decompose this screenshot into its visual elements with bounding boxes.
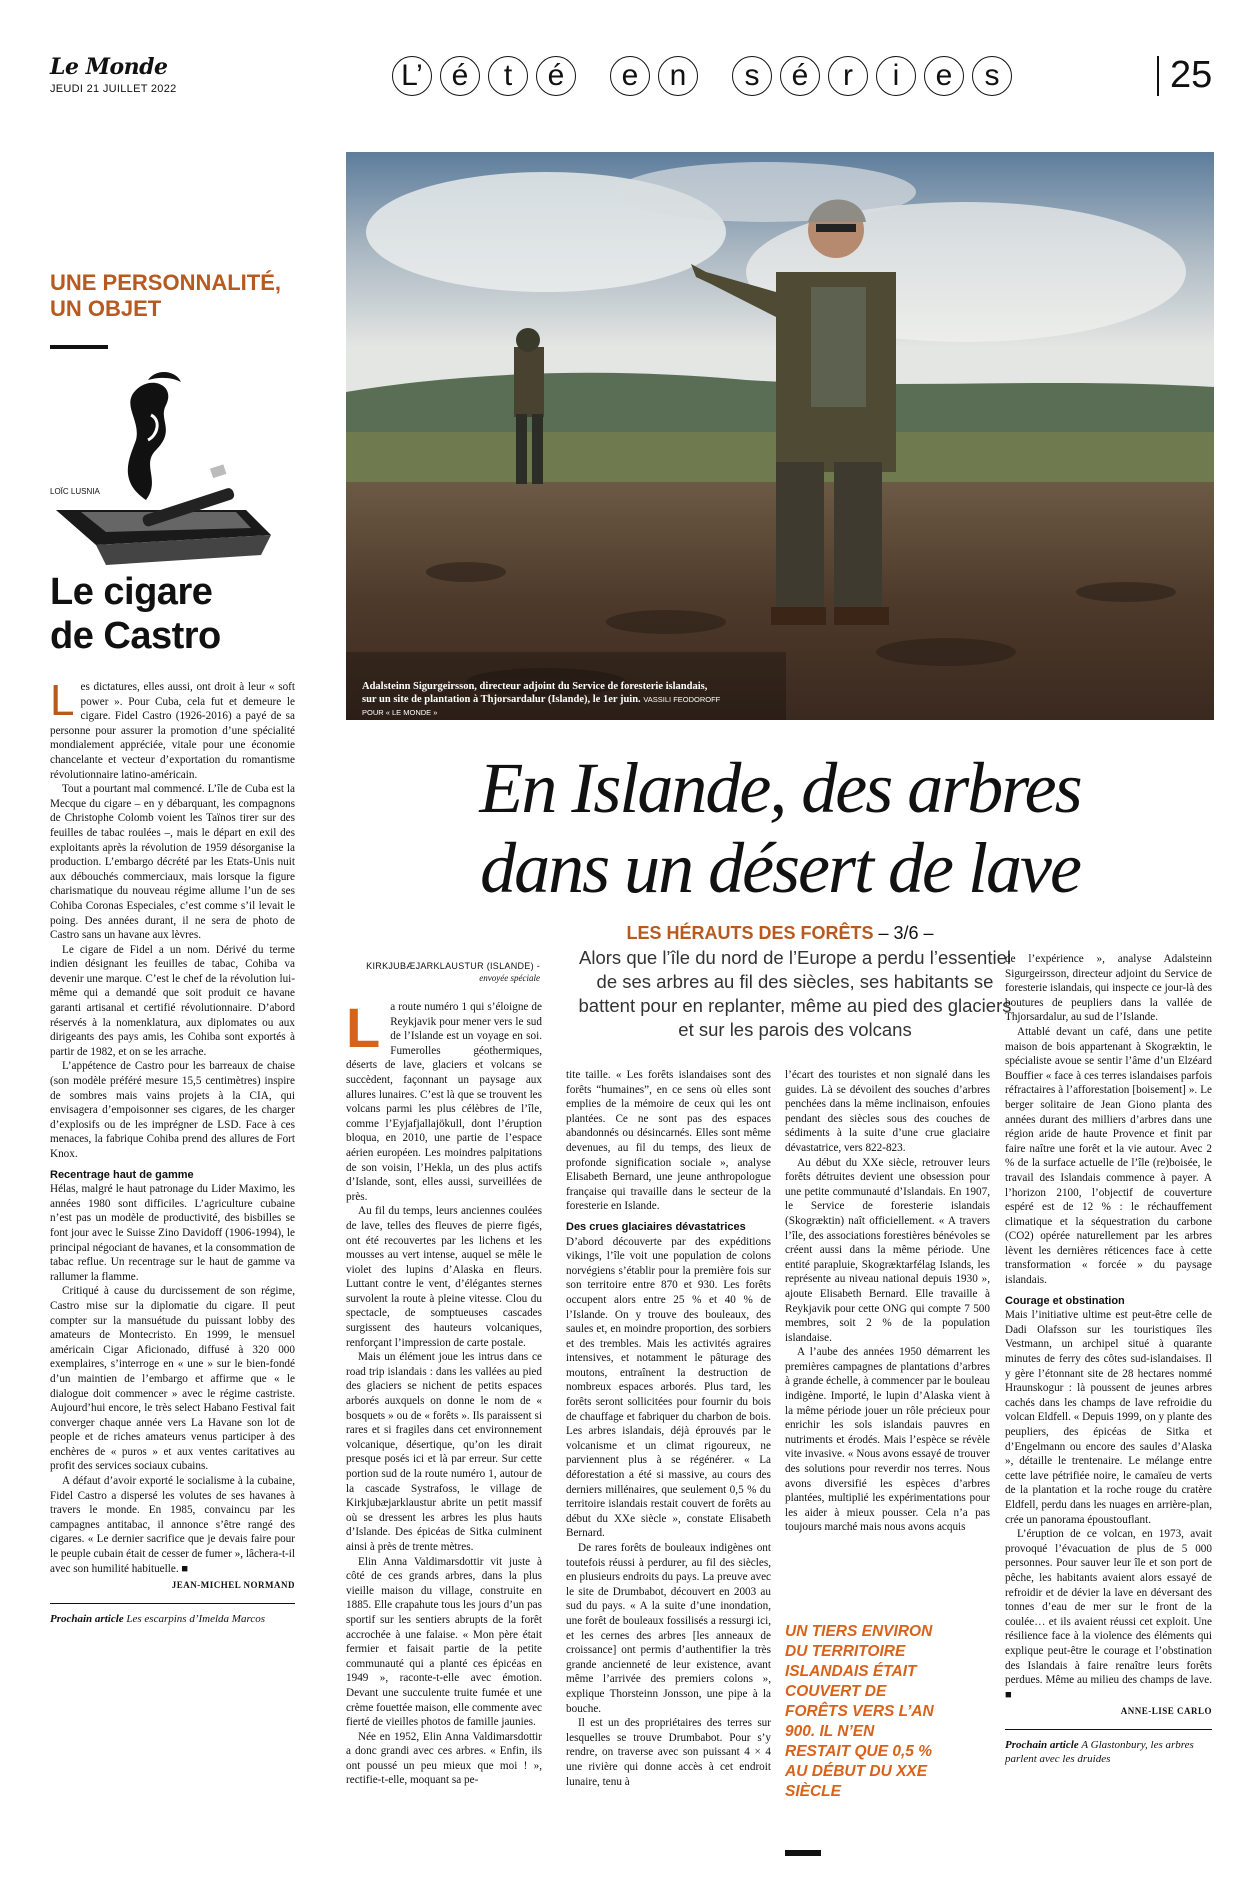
series-letter: r xyxy=(828,56,868,96)
pull-quote: UN TIERS ENVIRON DU TERRITOIRE ISLANDAIS ÉTAIT COUVERT DE FORÊTS VERS L’AN 900. IL N’EN RESTAIT QUE 0,5 % AU DÉBUT DU XXE SIÈCLE xyxy=(785,1623,934,1800)
dropcap: L xyxy=(346,996,381,1059)
headline-line: dans un désert de lave xyxy=(480,828,1080,908)
article-column-4 xyxy=(1005,952,1212,1767)
paragraph: D’abord découverte par des expéditions vikings, l’île voit une population de colons norvégiens s’établir pour la première fois sur son territoire entre 870 et 930. Les forêts occupent alors entre 25 % et 40 % de l’Islande. On y trouve des bouleaux, des saules et, en moindre proportion, des sorbiers et des trembles. Mais les activités agraires intensives, et notamment le pâturage des moutons, entraînent la destruction de nombreux espaces arborés. Plus tard, les forêts seront sollicitées pour fournir du bois de chauffage et fabriquer du charbon de bois. Les arbres islandais, déjà éprouvés par le volcanisme et un climat rigoureux, ne parviennent plus à se régénérer. « La déforestation a été si massive, au cours des derniers millénaires, que seulement 0,5 % du territoire islandais restait couvert de forêts au début du XXe siècle », constate Elisabeth Bernard. xyxy=(566,1235,771,1540)
byline-role: envoyée spéciale xyxy=(479,973,540,983)
cigar-ashtray-illustration xyxy=(36,360,281,570)
sidebar-title xyxy=(50,570,221,658)
paragraph: A l’aube des années 1950 démarrent les premières campagnes de plantations d’arbres à grande échelle, à commencer par le bouleau indigène. Importé, le lupin d’Alaska vient à la même période jouer un rôle précieux pour enrichir les sols islandais pauvres en nutriments et érodés. Mais l’espèce se révèle vite invasive. « Nous avons essayé de trouver des solutions pour reverdir nos terres. Nous avons diversifié les espèces d’arbres plantées, multiplié les expérimentations pour les aider à mieux pousser. Cela n’a pas toujours marché mais nous avons acquis xyxy=(785,1346,990,1534)
paragraph: Le cigare de Fidel a un nom. Dérivé du terme indien désignant les feuilles de tabac, Cohiba va devenir une marque. C’est le chef de la révolution lui-même qui a demandé que soit produit ce havane garanti artisanal et certifié révolutionnaire. D’abord réservés à la nomenklatura, aux diplomates ou aux dirigeants des pays amis, les Cohiba sont exportés à partir de 1982, et on se les arrache. xyxy=(50,943,295,1058)
paragraph: Elin Anna Valdimarsdottir vit juste à côté de ces grands arbres, dans la plus vieille maison du village, construite en 1885. Elle crapahute tous les jours d’un pas sportif sur les sentiers abrupts de la forêt accrochée à une falaise. « Mon père était fermier et faisait partie de la petite communauté qui a planté ces épicéas en 1949 », raconte-t-elle avec émotion. Devant une succulente truite fumée et une crème fouettée maison, elle commente avec fierté de vieilles photos de famille jaunies. xyxy=(346,1555,542,1729)
series-letter: é xyxy=(440,56,480,96)
author-signature: ANNE-LISE CARLO xyxy=(1120,1706,1212,1717)
pull-quote-rule xyxy=(785,1850,821,1856)
subhead: Recentrage haut de gamme xyxy=(50,1168,194,1181)
main-photo xyxy=(346,152,1214,720)
paragraph: Attablé devant un café, dans une petite maison de bois appartenant à Skogræktin, le spécialiste avoue se sentir l’âme d’un Elzéard Bouffier « face à ces terres islandaises parfois réfractaires à l’afforestation [boisement] ». Le berger solitaire de Jean Giono planta des années durant des milliers d’arbres dans une région aride de haute Provence et finit par faire naître une forêt et la vie autour. Avec 2 % de la surface actuelle de l’île (re)boisée, le travail des Islandais commence à payer. A l’horizon 2100, l’objectif de couverture espéré est de 12 % : le réchauffement climatique et la séquestration du carbone (CO2) opérée naturellement par les arbres lèvent les dernières réticences face à cette transformation « forcée » du paysage islandais. xyxy=(1005,1025,1212,1287)
headline-line: En Islande, des arbres xyxy=(479,748,1081,828)
sidebar-rule xyxy=(50,345,108,349)
series-letter: i xyxy=(876,56,916,96)
next-article-title: Les escarpins d’Imelda Marcos xyxy=(126,1612,265,1625)
article-column-3 xyxy=(785,1068,990,1535)
paragraph: l’écart des touristes et non signalé dans les guides. Là se dévoilent des souches d’arbres penchées dans la même inclinaison, enfouies pendant des siècles sous des couches de sédiments à la suite d’une crue glaciaire dévastatrice, vers 822-823. xyxy=(785,1069,990,1154)
paragraph: Mais l’initiative ultime est peut-être celle de Dadi Olafsson sur les touristiques îles Vestmann, un archipel situé à quarante minutes de ferry des côtes sud-islandaises. Il y gère l’étonnant site de 28 hectares nommé Hraunskogur : là poussent de jeunes arbres cachés dans les champs de lave refroidie du volcan Eldfell. « Depuis 1999, on y plante des peupliers, des épicéas de Sitka et d’Engelmann ou encore des saules d’Alaska », détaille le trentenaire. Le mélange entre cette lave pétrifiée noire, le camaïeu de verts de la plantation et la roche rouge du cratère Eldfell, perdu dans les nuages en arrière-plan, crée un panorama époustouflant. xyxy=(1005,1309,1212,1526)
paragraph: es dictatures, elles aussi, ont droit à leur « soft power ». Pour Cuba, cela fut et demeure le cigare. Fidel Castro (1926-2016) a payé de sa personne pour assurer la promotion d’une spécialité mondialement appréciée, vitale pour une économie chancelante et vecteur d’exportation du romantisme révolutionnaire latino-américain. xyxy=(50,681,295,781)
paragraph: a route numéro 1 qui s’éloigne de Reykjavik pour mener vers le sud de l’Islande est un voyage en soi. Fumerolles géothermiques, déserts de lave, glaciers et volcans se succèdent, façonnant un paysage aux allures lunaires. C’est là que se trouvent les volcans parmi les plus célèbres de l’île, comme l’Eyjafjallajökull, dont l’éruption bloqua, en 2010, une partie de l’espace aérien européen. Les moindres palpitations de son voisin, l’Hekla, un des plus actifs d’Islande, sont, elles aussi, surveillées de près. xyxy=(346,1001,542,1203)
standfirst: Alors que l’île du nord de l’Europe a perdu l’essentiel de ses arbres au fil des siècles, ses habitants se battent pour en replanter, même au pied des glaciers et sur les parois des volcans xyxy=(578,947,1012,1040)
paragraph: Au début du XXe siècle, retrouver leurs forêts détruites devient une obsession pour une petite communauté d’Islandais. En 1907, le Service de foresterie islandais (Skogræktin) naît officiellement. « A travers l’île, des associations forestières bénévoles se créent aussi dans la même période. Une entité parapluie, Skogræktarfélag Islands, les représente au niveau national depuis 1930 », ajoute Elisabeth Bernard. Elle travaille à Reykjavik pour cette ONG qui compte 7 500 membres, soit 2 % de la population islandaise. xyxy=(785,1156,990,1344)
paragraph: De rares forêts de bouleaux indigènes ont toutefois réussi à perdurer, au fil des siècles, en plusieurs endroits du pays. La preuve avec le site de Drumbabot, découvert en 2003 au sud du pays. « A la suite d’une inondation, une forêt de bouleaux fossilisés a ressurgi ici, et les cernes des arbres [les anneaux de croissance] ont permis d’authentifier la très grande ancienneté de leur existence, avant même l’arrivée des premiers colons », explique Thorsteinn Jonsson, une pipe à la bouche. xyxy=(566,1542,771,1715)
article-column-2 xyxy=(566,1068,771,1789)
series-letter: e xyxy=(610,56,650,96)
photo-credit: VASSILI FEODOROFF POUR « LE MONDE » xyxy=(362,695,721,717)
paragraph: Née en 1952, Elin Anna Valdimarsdottir a donc grandi avec ces arbres. « Enfin, ils ont poussé un peu mieux que moi ! », rectifie-t-elle, moquant sa pe- xyxy=(346,1730,542,1787)
series-letter: é xyxy=(780,56,820,96)
series-letter: L’ xyxy=(392,56,432,96)
sidebar-body xyxy=(50,676,295,1626)
series-kicker xyxy=(346,923,1214,944)
sidebar-title-line: Le cigare xyxy=(50,571,213,613)
series-title-circles xyxy=(392,56,1012,96)
sidebar-title-line: de Castro xyxy=(50,615,221,657)
subhead: Des crues glaciaires dévastatrices xyxy=(566,1220,746,1233)
next-article-label: Prochain article xyxy=(50,1612,124,1625)
paragraph: Il est un des propriétaires des terres sur lesquelles se trouve Drumbabot. Pour s’y rendre, on traverse avec son puissant 4 × 4 une rivière qui donne accès à cet endroit lunaire, tenu à xyxy=(566,1717,771,1788)
sidebar-kicker xyxy=(50,270,281,322)
paragraph: A défaut d’avoir exporté le socialisme à la cubaine, Fidel Castro a dispersé les volutes de ses havanes à travers le monde. En 1985, convaincu par les campagnes antitabac, il annonce s’être rangé des cigares. « Le dernier sacrifice que je devais faire pour le peuple cubain était de cesser de fumer », lâchera-t-il avec son humilité habituelle. ■ xyxy=(50,1475,295,1575)
next-article-title: A Glastonbury, les arbres parlent avec les druides xyxy=(1005,1738,1194,1766)
series-name: LES HÉRAUTS DES FORÊTS xyxy=(626,923,874,943)
next-article xyxy=(50,1603,295,1627)
paragraph: Hélas, malgré le haut patronage du Lider Maximo, les années 1980 sont difficiles. L’agriculture cubaine n’est pas un modèle de productivité, des bisbilles se font jour avec le Suisse Zino Davidoff (1906-1994), le principal négociant de havanes, et la consommation de tabac reflue. Un recentrage sur le haut de gamme va rallumer la flamme. xyxy=(50,1183,295,1283)
paragraph: L’éruption de ce volcan, en 1973, avait provoqué l’évacuation de plus de 5 000 personnes. Pour sauver leur île et son port de pêche, les habitants avaient alors essayé de refroidir et de dévier la lave en déversant des tonnes d’eau de mer sur le front de la coulée… et ils avaient réussi cet exploit. Une résilience face à la violence des éléments qui explique peut-être le courage et l’obstination des Islandais à faire renaître leurs forêts perdues. Même au milieu des champs de lave. ■ xyxy=(1005,1528,1212,1701)
paragraph: Tout a pourtant mal commencé. L’île de Cuba est la Mecque du cigare – en y débarquant, les compagnons de Christophe Colomb voient les Taïnos tirer sur des feuilles de tabac roulées –, mais le départ en exil des exploitants après la révolution de 1959 désorganise la production. L’embargo décrété par les Etats-Unis nuit aux débouchés commerciaux, mais lorsque la figure charismatique du nouveau régime allume l’un de ses Cohiba Coronas Especiales, c’est comme s’il levait le poing. Des années durant, il ne sera de photo de Castro sans un havane aux lèvres. xyxy=(50,783,295,942)
paragraph: Mais un élément joue les intrus dans ce road trip islandais : dans les vallées au pied des glaciers se nichent de petits espaces arborés auxquels on donne le nom de « bosquets » ou de « forêts ». Ils paraissent si rares et si fragiles dans cet environnement volcanique, désertique, qu’on les dirait presque posés ici et là par erreur. Sur cette portion sud de la route numéro 1, autour de la cascade Systrafoss, le village de Kirkjubæjarklaustur abrite un petit massif où se dressent les arbres les plus hauts d’Islande. Des épicéas de Sitka culminent ainsi à près de trente mètres. xyxy=(346,1351,542,1553)
next-article-label: Prochain article xyxy=(1005,1738,1079,1751)
subhead: Courage et obstination xyxy=(1005,1294,1125,1307)
page-number-divider xyxy=(1157,56,1159,96)
illustration-credit: LOÏC LUSNIA xyxy=(50,487,100,496)
article-column-1 xyxy=(346,996,542,1788)
paragraph: tite taille. « Les forêts islandaises sont des forêts “humaines”, en ce sens où elles sont emplies de la mémoire de ceux qui les ont plantées. Ce ne sont pas des espaces abandonnés ou désincarnés. Elles sont même devenues, au fil du temps, des lieux de profonde signification sociale », analyse Elisabeth Bernard, une jeune anthropologue française qui travaille dans le secteur de la foresterie en Islande. xyxy=(566,1069,771,1213)
caption-text: Adalsteinn Sigurgeirsson, directeur adjoint du Service de foresterie islandais, sur un site de plantation à Thjorsardalur (Islande), le 1er juin. xyxy=(362,681,708,705)
paragraph: Critiqué à cause du durcissement de son régime, Castro mise sur la diplomatie du cigare. Il peut compter sur la mansuétude du puissant lobby des amateurs de Montecristo. En 1999, le mensuel américain Cigar Aficionado, diffusé à 320 000 exemplaires, s’interroge en « une » sur le bien-fondé d’un maintien de l’embargo et affirme que « le dialogue doit commencer » avec le régime castriste. Aujourd’hui encore, le très select Habano Festival fait converger chaque année vers La Havane son lot de people et de riches amateurs venus participer à des enchères de « puros » et aux ventes caritatives au profit des services sociaux cubains. xyxy=(50,1285,295,1473)
author-signature: JEAN-MICHEL NORMAND xyxy=(171,1580,295,1591)
paragraph: de l’expérience », analyse Adalsteinn Sigurgeirsson, directeur adjoint du Service de foresterie islandais, qui inspecte ce jour-là des boutures de peupliers dans la vallée de Thjorsardalur, au sud de l’Islande. xyxy=(1005,953,1212,1024)
page-number: 25 xyxy=(1170,54,1213,96)
series-letter: s xyxy=(732,56,772,96)
series-letter: t xyxy=(488,56,528,96)
byline-place: KIRKJUBÆJARKLAUSTUR (ISLANDE) - xyxy=(366,961,540,971)
series-letter: e xyxy=(924,56,964,96)
sidebar-kicker-line: UN OBJET xyxy=(50,296,162,321)
series-part: – 3/6 – xyxy=(878,923,934,943)
series-letter: é xyxy=(536,56,576,96)
series-letter: n xyxy=(658,56,698,96)
newspaper-logo: Le Monde xyxy=(50,54,168,80)
dropcap: L xyxy=(50,676,75,725)
byline xyxy=(350,960,540,984)
sidebar-kicker-line: UNE PERSONNALITÉ, xyxy=(50,270,282,295)
photo-caption xyxy=(362,680,722,719)
landscape-photo xyxy=(346,152,1214,720)
series-letter: s xyxy=(972,56,1012,96)
issue-date: JEUDI 21 JUILLET 2022 xyxy=(50,83,177,95)
next-article xyxy=(1005,1729,1212,1767)
paragraph: Au fil du temps, leurs anciennes coulées de lave, telles des fleuves de pierre figés, ont été recouvertes par les lichens et les mousses au vert intense, auquel se mêle le violet des lupins d’Alaska en fleurs. Luttant contre le vent, d’élégantes sternes survolent la route à pleine vitesse. Clou du spectacle, de somptueuses cascades surgissent des hauteurs volcaniques, renforçant l’impression de carte postale. xyxy=(346,1205,542,1349)
article-headline xyxy=(346,748,1214,908)
paragraph: L’appétence de Castro pour les barreaux de chaise (son modèle préféré mesure 15,5 centimètres) inspire de sombres mais vains projets à la CIA, qui envisagera d’empoisonner ses cigares, de les charger d’explosifs ou de les imprégner de LSD. Face à ces menaces, la fabrique Cohiba prend des allures de Fort Knox. xyxy=(50,1060,295,1160)
